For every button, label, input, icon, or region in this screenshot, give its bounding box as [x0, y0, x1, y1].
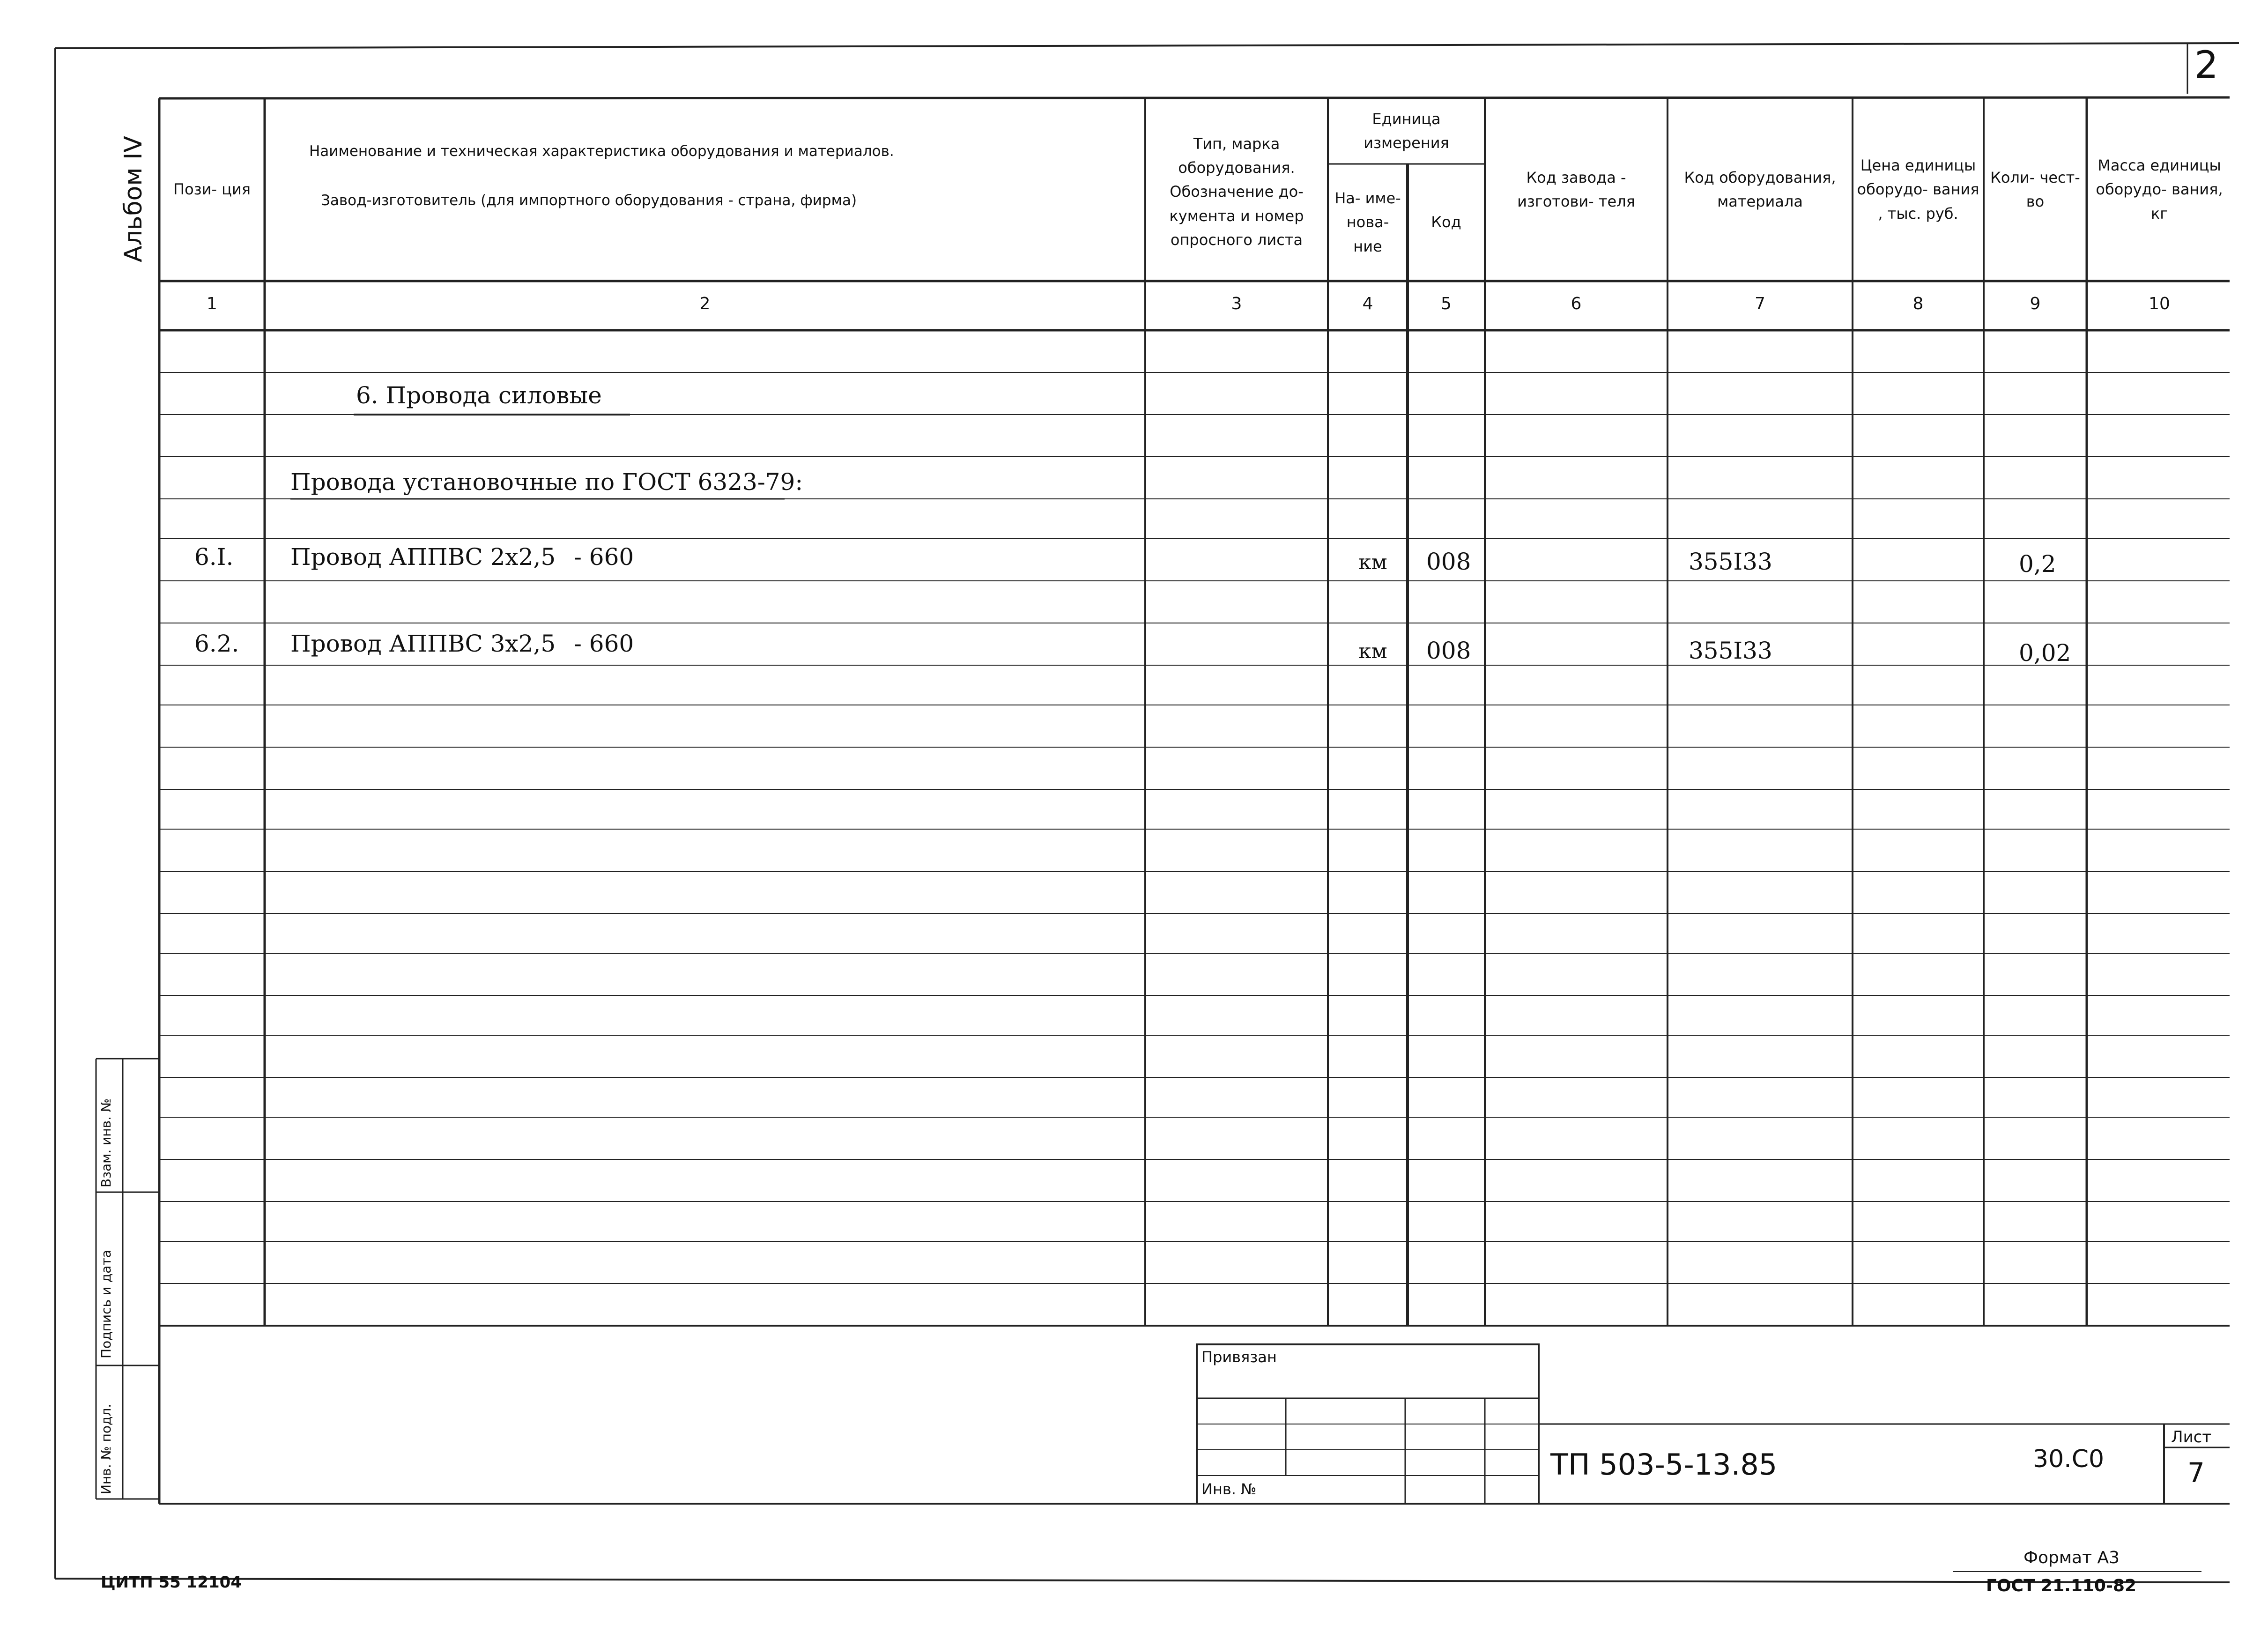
header-quantity: Коли- чест- во — [1990, 168, 2080, 210]
header-mass: Масса единицы оборудо- вания, кг — [2096, 156, 2223, 223]
col-num-1: 1 — [207, 294, 217, 313]
row-2-voltage: - 660 — [574, 630, 634, 657]
row-1-code: 008 — [1426, 548, 1471, 575]
header-position: Пози- ция — [173, 180, 251, 199]
row-2-material-code: 355I33 — [1689, 637, 1772, 664]
stamp-vzam: Взам. инв. № — [98, 1098, 114, 1187]
footer-left: ЦИТП 55 12104 — [101, 1573, 242, 1592]
stamp-podpis: Подпись и дата — [98, 1250, 114, 1358]
inv-no-label: Инв. № — [1201, 1480, 1257, 1498]
row-2-position: 6.2. — [194, 630, 239, 657]
header-name-line1: Наименование и техническая характеристика оборудования и материалов. — [309, 143, 894, 160]
doc-code: ТП 503-5-13.85 — [1550, 1447, 1778, 1482]
row-1-name: Провод АППВС 2х2,5 — [290, 543, 556, 571]
list-number: 7 — [2187, 1457, 2205, 1489]
header-unit-code: Код — [1431, 213, 1461, 231]
row-1-position: 6.I. — [194, 543, 234, 571]
row-2-code: 008 — [1426, 637, 1471, 664]
col-num-5: 5 — [1441, 294, 1452, 313]
col-num-2: 2 — [699, 294, 711, 313]
footer-gost: ГОСТ 21.110-82 — [1986, 1576, 2137, 1595]
corner-page-number: 2 — [2194, 43, 2218, 87]
header-type: Тип, марка оборудования. Обозначение до- кумента и номер опросного листа — [1169, 135, 1304, 249]
header-factory-code: Код завода - изготови- теля — [1517, 168, 1635, 210]
privyazan-label: Привязан — [1201, 1348, 1277, 1366]
section-code: 30.С0 — [2033, 1445, 2105, 1473]
subtitle: Провода установочные по ГОСТ 6323-79: — [290, 468, 803, 496]
row-2-unit: км — [1358, 639, 1387, 663]
col-num-9: 9 — [2030, 294, 2041, 313]
col-num-4: 4 — [1362, 294, 1373, 313]
list-label: Лист — [2171, 1428, 2212, 1447]
header-name-line2: Завод-изготовитель (для импортного оборудования - страна, фирма) — [321, 192, 857, 209]
row-2-name: Провод АППВС 3х2,5 — [290, 630, 556, 657]
col-num-8: 8 — [1912, 294, 1924, 313]
header-unit-name: На- име- нова- ние — [1334, 189, 1401, 255]
col-num-10: 10 — [2149, 294, 2170, 313]
section-title: 6. Провода силовые — [356, 382, 602, 409]
row-1-material-code: 355I33 — [1689, 548, 1772, 575]
header-material-code: Код оборудования, материала — [1684, 168, 1836, 210]
header-unit-group: Единица измерения — [1364, 110, 1449, 152]
row-2-qty: 0,02 — [2019, 639, 2071, 667]
footer-format: Формат А3 — [2023, 1548, 2120, 1567]
stamp-inv: Инв. № подл. — [98, 1403, 114, 1494]
col-num-6: 6 — [1571, 294, 1582, 313]
row-1-voltage: - 660 — [574, 543, 634, 571]
header-price: Цена единицы оборудо- вания , тыс. руб. — [1857, 156, 1979, 223]
row-1-qty: 0,2 — [2019, 550, 2056, 578]
col-num-3: 3 — [1231, 294, 1242, 313]
col-num-7: 7 — [1755, 294, 1765, 313]
row-1-unit: км — [1358, 550, 1387, 574]
album-label: Альбом IV — [119, 135, 148, 262]
